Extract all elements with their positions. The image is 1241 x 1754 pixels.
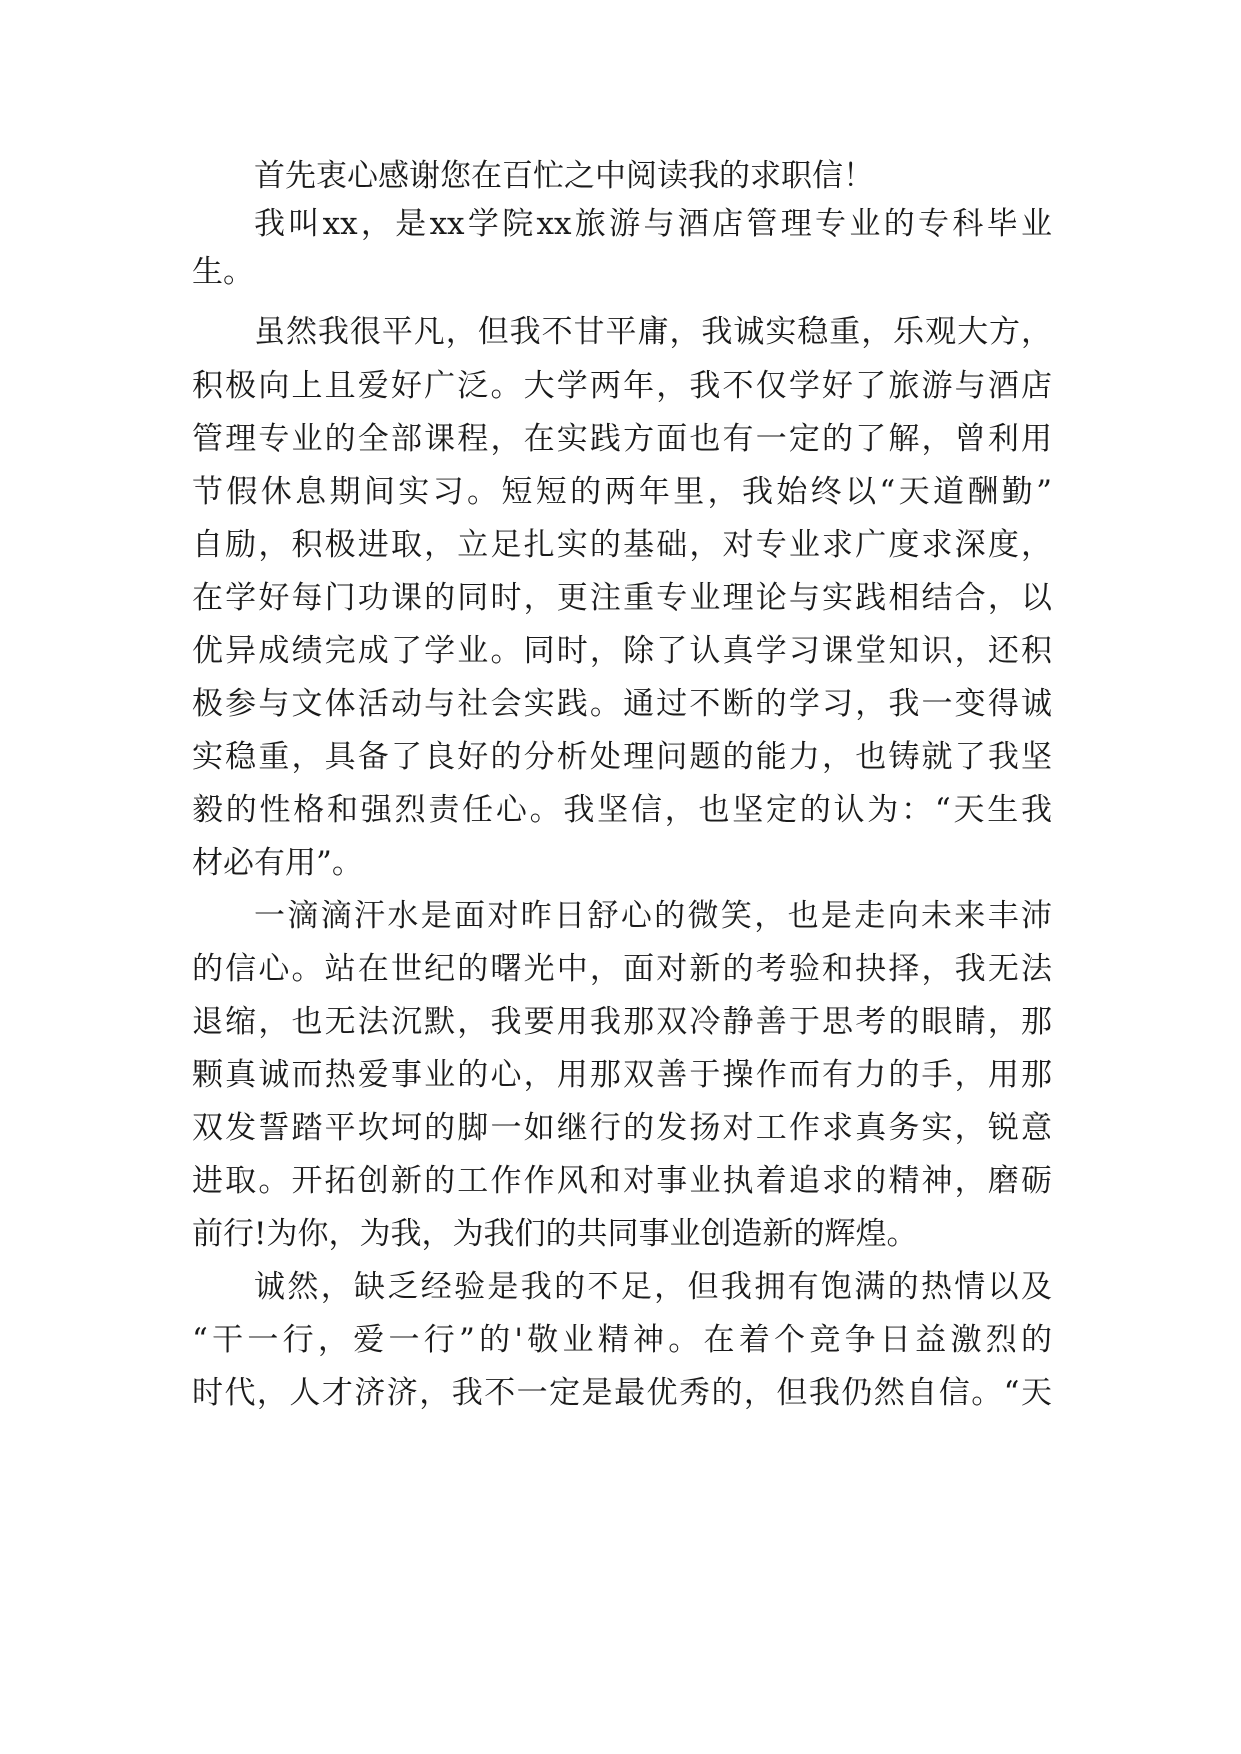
text-line: 双发誓踏平坎坷的脚一如继行的发扬对工作求真务实，锐意 xyxy=(192,1110,1052,1146)
text-line: 积极向上且爱好广泛。大学两年，我不仅学好了旅游与酒店 xyxy=(192,368,1052,404)
text-line: 虽然我很平凡，但我不甘平庸，我诚实稳重，乐观大方， xyxy=(254,314,1052,350)
text-line: 的信心。站在世纪的曙光中，面对新的考验和抉择，我无法 xyxy=(192,951,1052,987)
text-line: 自励，积极进取，立足扎实的基础，对专业求广度求深度， xyxy=(192,527,1052,563)
text-line: “干一行，爱一行”的'敬业精神。在着个竞争日益激烈的 xyxy=(192,1322,1052,1358)
text-line: 前行!为你，为我，为我们的共同事业创造新的辉煌。 xyxy=(192,1216,918,1252)
text-line: 生。 xyxy=(192,254,254,290)
text-line: 我叫xx，是xx学院xx旅游与酒店管理专业的专科毕业 xyxy=(254,206,1052,242)
text-line: 在学好每门功课的同时，更注重专业理论与实践相结合，以 xyxy=(192,580,1052,616)
text-line: 极参与文体活动与社会实践。通过不断的学习，我一变得诚 xyxy=(192,686,1052,722)
text-line: 实稳重，具备了良好的分析处理问题的能力，也铸就了我坚 xyxy=(192,739,1052,775)
text-line: 节假休息期间实习。短短的两年里，我始终以“天道酬勤” xyxy=(192,474,1052,510)
text-line: 一滴滴汗水是面对昨日舒心的微笑，也是走向未来丰沛 xyxy=(254,898,1052,934)
text-line: 管理专业的全部课程，在实践方面也有一定的了解，曾利用 xyxy=(192,421,1052,457)
text-line: 首先衷心感谢您在百忙之中阅读我的求职信！ xyxy=(254,158,874,194)
text-line: 诚然，缺乏经验是我的不足，但我拥有饱满的热情以及 xyxy=(254,1269,1052,1305)
text-line: 优异成绩完成了学业。同时，除了认真学习课堂知识，还积 xyxy=(192,633,1052,669)
text-line: 时代，人才济济，我不一定是最优秀的，但我仍然自信。“天 xyxy=(192,1375,1052,1411)
text-line: 毅的性格和强烈责任心。我坚信，也坚定的认为：“天生我 xyxy=(192,792,1052,828)
text-line: 材必有用”。 xyxy=(192,845,363,881)
text-line: 退缩，也无法沉默，我要用我那双冷静善于思考的眼睛，那 xyxy=(192,1004,1052,1040)
text-line: 颗真诚而热爱事业的心，用那双善于操作而有力的手，用那 xyxy=(192,1057,1052,1093)
text-line: 进取。开拓创新的工作作风和对事业执着追求的精神，磨砺 xyxy=(192,1163,1052,1199)
